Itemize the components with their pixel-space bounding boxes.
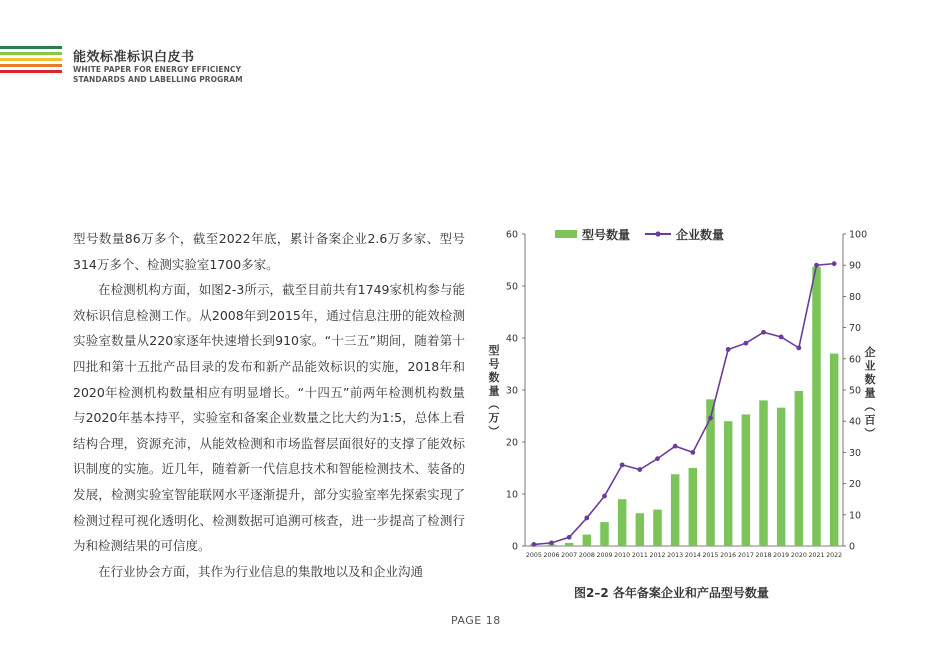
line-point-2015 xyxy=(708,416,713,421)
line-point-2021 xyxy=(814,263,819,268)
y-left-axis-title-char: ） xyxy=(487,425,500,437)
y-right-axis-title-char: 量 xyxy=(864,386,876,400)
y-right-tick-label: 80 xyxy=(849,291,862,303)
x-tick-label-2008: 2008 xyxy=(578,552,595,559)
y-left-tick-label: 10 xyxy=(505,489,518,501)
x-tick-label-2012: 2012 xyxy=(649,552,666,559)
bar-2017 xyxy=(742,414,751,546)
header-color-stripes xyxy=(0,46,62,76)
line-point-2011 xyxy=(637,467,642,472)
y-left-tick-label: 0 xyxy=(511,541,518,553)
x-tick-label-2019: 2019 xyxy=(773,552,790,559)
line-point-2006 xyxy=(549,540,554,545)
stripe-green-light xyxy=(0,52,62,55)
x-tick-label-2007: 2007 xyxy=(561,552,578,559)
paragraph-3: 在行业协会方面，其作为行业信息的集散地以及和企业沟通 xyxy=(98,563,424,579)
y-right-tick-label: 60 xyxy=(849,354,862,366)
chart-svg xyxy=(480,222,900,570)
y-left-axis-title-char: 量 xyxy=(488,384,500,398)
x-tick-label-2014: 2014 xyxy=(684,552,701,559)
bar-2015 xyxy=(706,399,715,546)
line-point-2005 xyxy=(531,542,536,547)
x-tick-label-2013: 2013 xyxy=(667,552,684,559)
y-left-axis-title-char: 号 xyxy=(488,357,500,371)
y-left-axis-title-char: （ xyxy=(487,398,500,410)
bar-2009 xyxy=(600,522,609,546)
chart-line xyxy=(531,261,836,547)
y-left-tick-label: 50 xyxy=(505,281,518,293)
chart-caption: 图2–2 各年备案企业和产品型号数量 xyxy=(574,586,769,600)
y-left-axis-title xyxy=(487,343,500,437)
header-title-en-line1: WHITE PAPER FOR ENERGY EFFICIENCY xyxy=(73,65,242,74)
document-header xyxy=(73,46,243,85)
y-left-tick-label: 60 xyxy=(505,229,518,241)
bar-2012 xyxy=(653,510,662,546)
legend-bar-label: 型号数量 xyxy=(582,228,631,242)
line-point-2009 xyxy=(602,494,607,499)
line-point-2007 xyxy=(567,535,572,540)
y-right-axis-title-char: ） xyxy=(863,427,876,439)
x-tick-label-2022: 2022 xyxy=(826,552,843,559)
y-left-tick-label: 30 xyxy=(505,385,518,397)
bar-2018 xyxy=(759,400,768,546)
line-point-2019 xyxy=(779,335,784,340)
legend-line-label: 企业数量 xyxy=(676,228,725,242)
y-right-tick-label: 100 xyxy=(849,229,868,241)
x-tick-label-2009: 2009 xyxy=(596,552,613,559)
y-right-tick-label: 20 xyxy=(849,479,862,491)
y-right-tick-label: 90 xyxy=(849,260,862,272)
x-tick-label-2015: 2015 xyxy=(702,552,719,559)
bar-2022 xyxy=(830,354,839,546)
x-tick-label-2005: 2005 xyxy=(525,552,542,559)
legend xyxy=(555,227,724,242)
bar-2013 xyxy=(671,474,680,546)
header-title-en xyxy=(73,65,243,85)
line-point-2020 xyxy=(796,345,801,350)
paragraph-2: 在检测机构方面，如图2-3所示，截至目前共有1749家机构参与能效标识信息检测工作。从2008年到2015年，通过信息注册的能效检测实验室数量从220家逐年快速增长到910家。“十三五”期间，随着第十四批和第十五批产品目录的发布和新产品能效标识的实施，2018年和2020年检测机构数量相应有明显增长。“十四五”前两年检测机构数量与2020年基本持平，实验室和备案企业数量之比大约为1:5，总体上看结构合理，资源充沛，从能效检测和市场监督层面很好的支撑了能效标识制度的实施。近几年，随着新一代信息技术和智能检测技术、装备的发展，检测实验室智能联网水平逐渐提升，部分实验室率先探索实现了检测过程可视化透明化、检测数据可追溯可核查，进一步提高了检测行为和检测结果的可信度。 xyxy=(73,282,465,554)
y-left-tick-label: 20 xyxy=(505,437,518,449)
bar-2021 xyxy=(812,267,821,546)
x-tick-label-2017: 2017 xyxy=(737,552,754,559)
y-right-tick-label: 30 xyxy=(849,447,862,459)
header-title-en-line2: STANDARDS AND LABELLING PROGRAM xyxy=(73,75,243,84)
legend-bar-swatch xyxy=(555,230,577,238)
chart-bars xyxy=(530,267,839,546)
x-tick-label-2020: 2020 xyxy=(790,552,807,559)
y-left-axis-title-char: 万 xyxy=(488,411,500,425)
y-right-tick-label: 50 xyxy=(849,385,862,397)
y-right-tick-label: 0 xyxy=(849,541,856,553)
legend-line-marker xyxy=(655,231,660,236)
y-right-axis-title-char: 百 xyxy=(864,413,876,427)
y-right-axis-title-char: 业 xyxy=(864,359,876,373)
stripe-yellow xyxy=(0,58,62,61)
x-tick-label-2006: 2006 xyxy=(543,552,560,559)
bar-2020 xyxy=(795,391,804,546)
y-right-axis-title-char: （ xyxy=(863,400,876,412)
line-point-2014 xyxy=(690,450,695,455)
line-point-2012 xyxy=(655,456,660,461)
y-right-axis-title-char: 数 xyxy=(864,373,876,386)
y-right-axis-title-char: 企 xyxy=(864,346,876,359)
page-number: PAGE 18 xyxy=(451,614,501,627)
y-left-tick-label: 40 xyxy=(505,333,518,345)
line-point-2016 xyxy=(726,347,731,352)
line-point-2008 xyxy=(584,516,589,521)
chart-container xyxy=(480,222,900,574)
header-title-cn: 能效标准标识白皮书 xyxy=(73,50,195,65)
x-tick-label-2018: 2018 xyxy=(755,552,772,559)
line-point-2010 xyxy=(620,462,625,467)
y-right-tick-label: 10 xyxy=(849,510,862,522)
bar-2010 xyxy=(618,499,627,546)
y-left-axis-title-char: 数 xyxy=(488,371,500,384)
y-right-tick-label: 70 xyxy=(849,323,862,335)
bar-2019 xyxy=(777,408,786,546)
bar-2014 xyxy=(689,468,698,546)
x-tick-label-2016: 2016 xyxy=(720,552,737,559)
stripe-red xyxy=(0,70,62,73)
y-left-axis-title-char: 型 xyxy=(488,344,500,357)
line-point-2018 xyxy=(761,330,766,335)
paragraph-1: 型号数量86万多个，截至2022年底，累计备案企业2.6万多家、型号314万多个、检测实验室1700多家。 xyxy=(73,231,465,272)
line-point-2022 xyxy=(832,261,837,266)
bar-2007 xyxy=(565,543,574,546)
line-point-2013 xyxy=(673,444,678,449)
bar-2016 xyxy=(724,421,733,546)
bar-2011 xyxy=(636,513,645,546)
x-tick-label-2021: 2021 xyxy=(808,552,825,559)
y-right-axis-title xyxy=(863,345,876,439)
y-right-tick-label: 40 xyxy=(849,416,862,428)
series-line-enterprise xyxy=(534,264,834,545)
bar-2008 xyxy=(583,535,592,546)
stripe-green-dark xyxy=(0,46,62,49)
x-tick-label-2010: 2010 xyxy=(614,552,631,559)
x-tick-labels xyxy=(526,552,842,559)
body-text xyxy=(73,226,465,584)
x-tick-label-2011: 2011 xyxy=(631,552,648,559)
stripe-orange xyxy=(0,64,62,67)
line-point-2017 xyxy=(743,341,748,346)
